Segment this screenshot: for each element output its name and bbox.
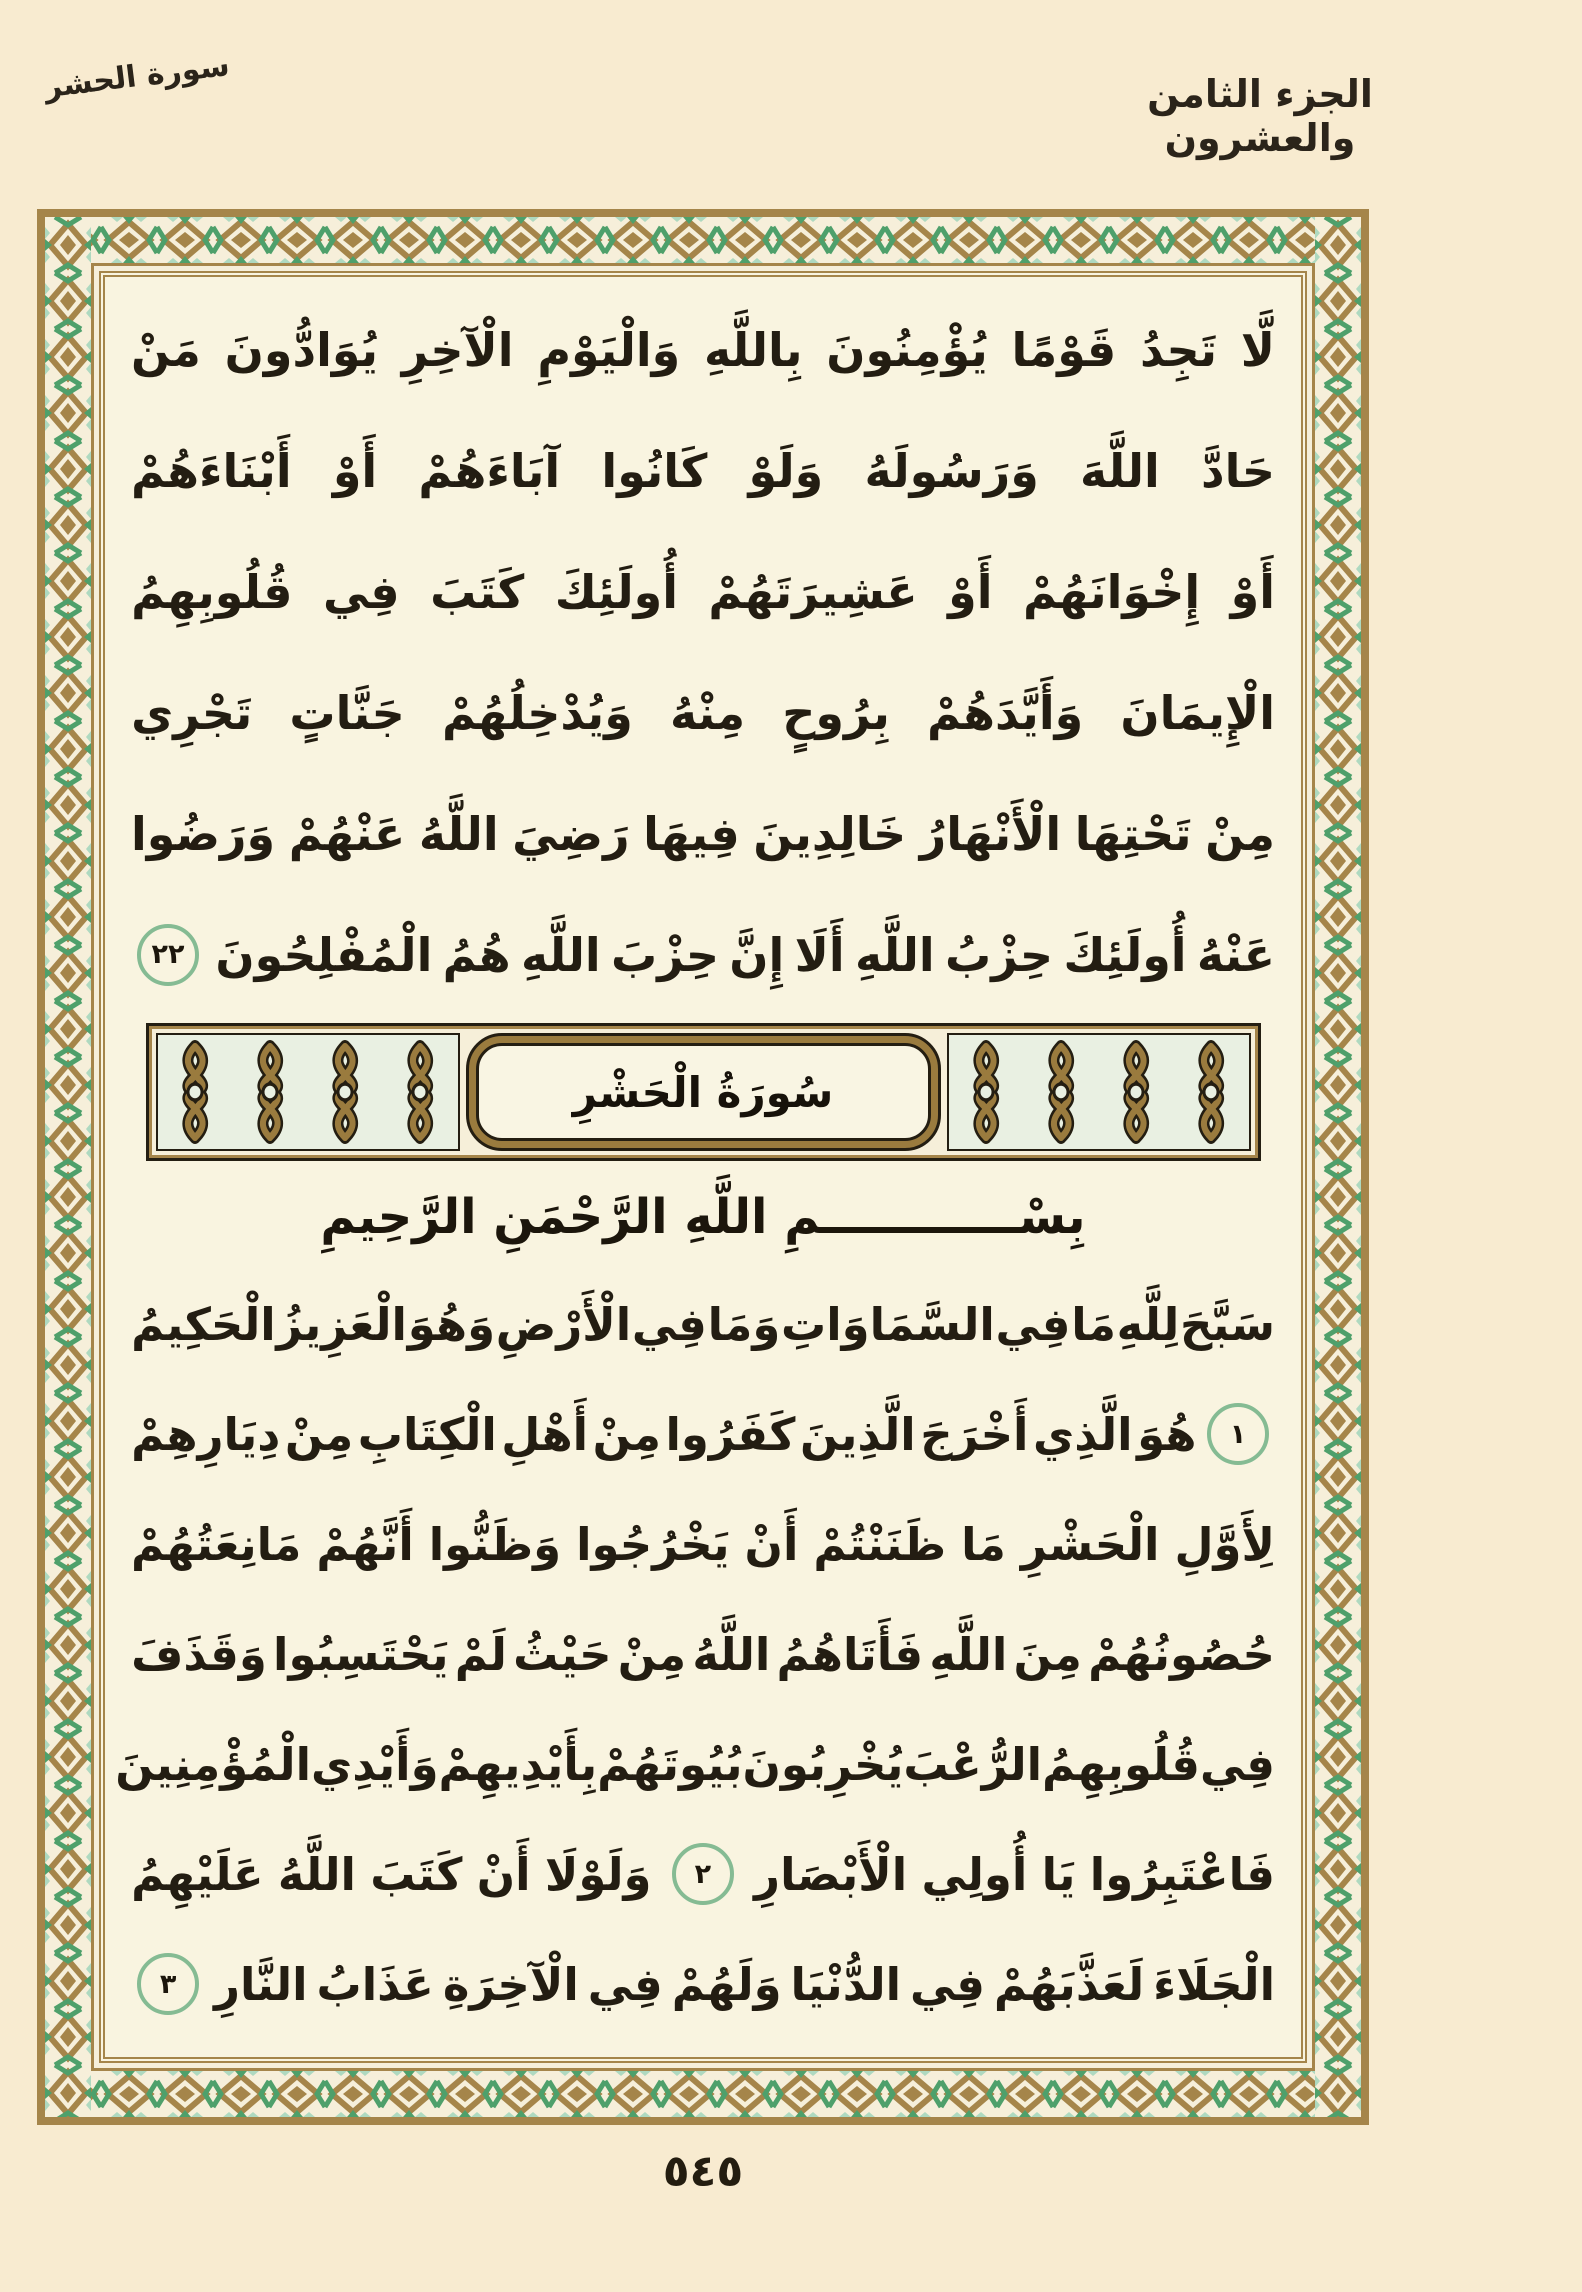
quran-word: الْإِيمَانَ bbox=[1120, 685, 1275, 740]
quran-word: بِاللَّهِ bbox=[704, 322, 803, 377]
quran-word: الْآخِرِ bbox=[401, 322, 514, 377]
quran-word: أَوْ bbox=[948, 564, 993, 619]
quran-line bbox=[115, 1709, 1275, 1819]
quran-word: مِنْ bbox=[1205, 806, 1275, 861]
quran-word: تَجْرِي bbox=[131, 685, 253, 740]
quran-word: وَرَضُوا bbox=[131, 806, 276, 861]
quran-word: لِلَّهِ bbox=[1116, 1297, 1180, 1351]
quran-word: الَّذِينَ bbox=[799, 1407, 916, 1461]
quran-line bbox=[131, 531, 1275, 652]
quran-word: سَبَّحَ bbox=[1179, 1297, 1275, 1351]
quran-line bbox=[131, 652, 1275, 773]
quran-word: عَذَابُ bbox=[316, 1957, 434, 2011]
quran-word: أَهْلِ bbox=[501, 1407, 589, 1461]
quran-word: أَنْ bbox=[744, 1517, 799, 1571]
quran-word: كَفَرُوا bbox=[665, 1407, 796, 1461]
quran-word: مَا bbox=[961, 1517, 1006, 1571]
quran-word: هُوَ bbox=[1137, 1407, 1197, 1461]
quran-word: مِنَ bbox=[1013, 1627, 1082, 1681]
quran-word: وَالْيَوْمِ bbox=[537, 322, 681, 377]
quran-word: فِي bbox=[1200, 1737, 1275, 1791]
quran-word: حُصُونُهُمْ bbox=[1088, 1627, 1275, 1681]
quran-word: السَّمَاوَاتِ bbox=[781, 1297, 995, 1351]
quran-word: قَوْمًا bbox=[1011, 322, 1117, 377]
quran-word: الْكِتَابِ bbox=[357, 1407, 497, 1461]
quran-text-block-hashr bbox=[115, 1269, 1275, 2039]
quran-word: وَلَوْ bbox=[748, 443, 824, 498]
quran-word: عَشِيرَتَهُمْ bbox=[708, 564, 918, 619]
quran-line bbox=[131, 1599, 1275, 1709]
quran-word: فِي bbox=[995, 1297, 1071, 1351]
quran-word: حِزْبُ bbox=[945, 927, 1054, 982]
quran-word: الْمُفْلِحُونَ bbox=[215, 927, 433, 982]
quran-word: تَحْتِهَا bbox=[1074, 806, 1192, 861]
quran-word: لَمْ bbox=[454, 1627, 507, 1681]
quran-word: يَخْرُجُوا bbox=[576, 1517, 730, 1571]
ayah-end-marker bbox=[672, 1843, 734, 1905]
quran-word: فِي bbox=[631, 1297, 707, 1351]
quran-word: يُوَادُّونَ bbox=[224, 322, 379, 377]
quran-word: جَنَّاتٍ bbox=[289, 685, 405, 740]
border-pattern-left-icon bbox=[45, 217, 91, 2117]
quran-word: وَظَنُّوا bbox=[428, 1517, 562, 1571]
quran-word: عَنْهُ bbox=[1196, 927, 1275, 982]
quran-word: وَأَيْدِي bbox=[311, 1737, 439, 1791]
quran-word: أَبْنَاءَهُمْ bbox=[131, 443, 292, 498]
quran-word: وَمَا bbox=[707, 1297, 781, 1351]
quran-text-block-mujadila bbox=[131, 289, 1275, 1015]
ayah-number: ١ bbox=[1229, 1418, 1247, 1450]
quran-word: أَنَّهُمْ bbox=[316, 1517, 414, 1571]
quran-word: إِنَّ bbox=[729, 927, 785, 982]
banner-arabesque-right-icon bbox=[947, 1033, 1251, 1151]
quran-word: أَوْ bbox=[332, 443, 378, 498]
quran-word: اللَّهِ bbox=[520, 927, 601, 982]
quran-word: عَلَيْهِمُ bbox=[131, 1847, 264, 1901]
quran-line bbox=[131, 1929, 1275, 2039]
quran-word: أَنْ bbox=[476, 1847, 531, 1901]
header-juz-label: الجزء الثامن والعشرون bbox=[1147, 72, 1373, 160]
quran-word: لَّا bbox=[1240, 322, 1275, 377]
quran-word: أُولَئِكَ bbox=[1063, 927, 1187, 982]
banner-arabesque-left-icon bbox=[156, 1033, 460, 1151]
quran-word: فِي bbox=[587, 1957, 663, 2011]
quran-word: ظَنَنْتُمْ bbox=[813, 1517, 947, 1571]
quran-word: أَوْ bbox=[1230, 564, 1275, 619]
quran-word: اللَّهُ bbox=[692, 1627, 771, 1681]
quran-line bbox=[131, 1489, 1275, 1599]
quran-word: عَنْهُمْ bbox=[288, 806, 406, 861]
quran-word: يُؤْمِنُونَ bbox=[826, 322, 988, 377]
quran-word: بِرُوحٍ bbox=[782, 685, 890, 740]
quran-line bbox=[131, 410, 1275, 531]
quran-word: مَانِعَتُهُمْ bbox=[131, 1517, 302, 1571]
quran-word: الْآخِرَةِ bbox=[442, 1957, 579, 2011]
quran-word: مِنْ bbox=[617, 1627, 687, 1681]
quran-word: الرُّعْبَ bbox=[903, 1737, 1043, 1791]
quran-word: الْجَلَاءَ bbox=[1153, 1957, 1275, 2011]
quran-word: الْعَزِيزُ bbox=[276, 1297, 407, 1351]
quran-line bbox=[131, 894, 1275, 1015]
quran-word: اللَّهِ bbox=[929, 1627, 1008, 1681]
quran-word: وَلَهُمْ bbox=[671, 1957, 782, 2011]
quran-word: الْمُؤْمِنِينَ bbox=[115, 1737, 312, 1791]
page-number: ٥٤٥ bbox=[662, 2146, 744, 2197]
ayah-end-marker bbox=[1207, 1403, 1269, 1465]
quran-word: النَّارِ bbox=[214, 1957, 308, 2011]
header-surah-label: سورة الحشر bbox=[42, 47, 232, 106]
surah-title-cartouche bbox=[466, 1033, 941, 1151]
border-pattern-top-icon bbox=[45, 217, 1361, 263]
quran-word: أُولَئِكَ bbox=[554, 564, 678, 619]
quran-word: كَانُوا bbox=[601, 443, 708, 498]
quran-word: كَتَبَ bbox=[430, 564, 525, 619]
quran-word: وَلَوْلَا bbox=[544, 1847, 652, 1901]
quran-word: أَخْرَجَ bbox=[920, 1407, 1029, 1461]
quran-line bbox=[131, 1269, 1275, 1379]
quran-word: لَعَذَّبَهُمْ bbox=[993, 1957, 1145, 2011]
quran-line bbox=[131, 773, 1275, 894]
quran-word: حِزْبَ bbox=[610, 927, 719, 982]
quran-word: مَنْ bbox=[131, 322, 201, 377]
quran-word: أَلَا bbox=[794, 927, 845, 982]
quran-word: مِنْ bbox=[284, 1407, 354, 1461]
quran-word: قُلُوبِهِمُ bbox=[131, 564, 293, 619]
inner-gold-frame bbox=[91, 263, 1315, 2071]
quran-word: فَأَتَاهُمُ bbox=[776, 1627, 924, 1681]
quran-word: يَا bbox=[1041, 1847, 1076, 1901]
border-pattern-bottom-icon bbox=[45, 2071, 1361, 2117]
quran-word: الَّذِي bbox=[1032, 1407, 1133, 1461]
quran-word: الْحَكِيمُ bbox=[131, 1297, 276, 1351]
quran-word: بُيُوتَهُمْ bbox=[597, 1737, 743, 1791]
quran-line bbox=[131, 1379, 1275, 1489]
ayah-number: ٢ bbox=[694, 1858, 712, 1890]
quran-word: الدُّنْيَا bbox=[790, 1957, 902, 2011]
quran-word: وَرَسُولَهُ bbox=[864, 443, 1039, 498]
quran-word: تَجِدُ bbox=[1139, 322, 1217, 377]
quran-word: قُلُوبِهِمُ bbox=[1042, 1737, 1200, 1791]
quran-word: لِأَوَّلِ bbox=[1174, 1517, 1275, 1571]
surah-title-cartouche-inner bbox=[476, 1043, 931, 1141]
quran-word: وَيُدْخِلُهُمْ bbox=[441, 685, 633, 740]
ayah-number: ٢٢ bbox=[151, 939, 185, 970]
quran-word: اللَّهُ bbox=[418, 806, 499, 861]
quran-word: مَا bbox=[1071, 1297, 1116, 1351]
quran-word: حَادَّ bbox=[1200, 443, 1275, 498]
quran-word: رَضِيَ bbox=[512, 806, 630, 861]
quran-line bbox=[131, 289, 1275, 410]
quran-word: الْحَشْرِ bbox=[1020, 1517, 1160, 1571]
quran-word: يَحْتَسِبُوا bbox=[273, 1627, 449, 1681]
quran-word: كَتَبَ bbox=[370, 1847, 463, 1901]
quran-word: الْأَبْصَارِ bbox=[754, 1847, 908, 1901]
surah-banner bbox=[146, 1023, 1261, 1161]
quran-word: هُمُ bbox=[442, 927, 511, 982]
quran-word: اللَّهُ bbox=[277, 1847, 356, 1901]
quran-word: فِي bbox=[322, 564, 400, 619]
quran-word: دِيَارِهِمْ bbox=[131, 1407, 281, 1461]
ayah-end-marker bbox=[137, 1953, 199, 2015]
quran-word: يُخْرِبُونَ bbox=[742, 1737, 904, 1791]
surah-title: سُورَةُ الْحَشْرِ bbox=[572, 1067, 834, 1117]
quran-word: وَقَذَفَ bbox=[131, 1627, 267, 1681]
quran-word: آبَاءَهُمْ bbox=[418, 443, 561, 498]
quran-word: الْأَنْهَارُ bbox=[919, 806, 1062, 861]
border-pattern-right-icon bbox=[1315, 217, 1361, 2117]
text-panel bbox=[99, 271, 1307, 2063]
quran-word: فِي bbox=[909, 1957, 985, 2011]
quran-word: أُولِي bbox=[921, 1847, 1028, 1901]
quran-word: حَيْثُ bbox=[513, 1627, 612, 1681]
basmala: بِسْــــــــــــمِ اللَّهِ الرَّحْمَنِ الرَّحِيمِ bbox=[320, 1189, 1086, 1245]
quran-word: وَأَيَّدَهُمْ bbox=[927, 685, 1084, 740]
ayah-number: ٣ bbox=[159, 1968, 177, 2000]
quran-word: اللَّهَ bbox=[1080, 443, 1160, 498]
quran-word: فِيهَا bbox=[643, 806, 740, 861]
quran-word: مِنْهُ bbox=[669, 685, 746, 740]
quran-word: اللَّهِ bbox=[854, 927, 935, 982]
quran-word: بِأَيْدِيهِمْ bbox=[438, 1737, 598, 1791]
quran-word: وَهُوَ bbox=[407, 1297, 496, 1351]
quran-word: مِنْ bbox=[592, 1407, 661, 1461]
quran-word: خَالِدِينَ bbox=[753, 806, 907, 861]
quran-line bbox=[131, 1819, 1275, 1929]
decorative-frame bbox=[37, 209, 1369, 2125]
ayah-end-marker bbox=[137, 924, 199, 986]
quran-word: فَاعْتَبِرُوا bbox=[1089, 1847, 1275, 1901]
quran-word: الْأَرْضِ bbox=[495, 1297, 632, 1351]
quran-word: إِخْوَانَهُمْ bbox=[1022, 564, 1201, 619]
